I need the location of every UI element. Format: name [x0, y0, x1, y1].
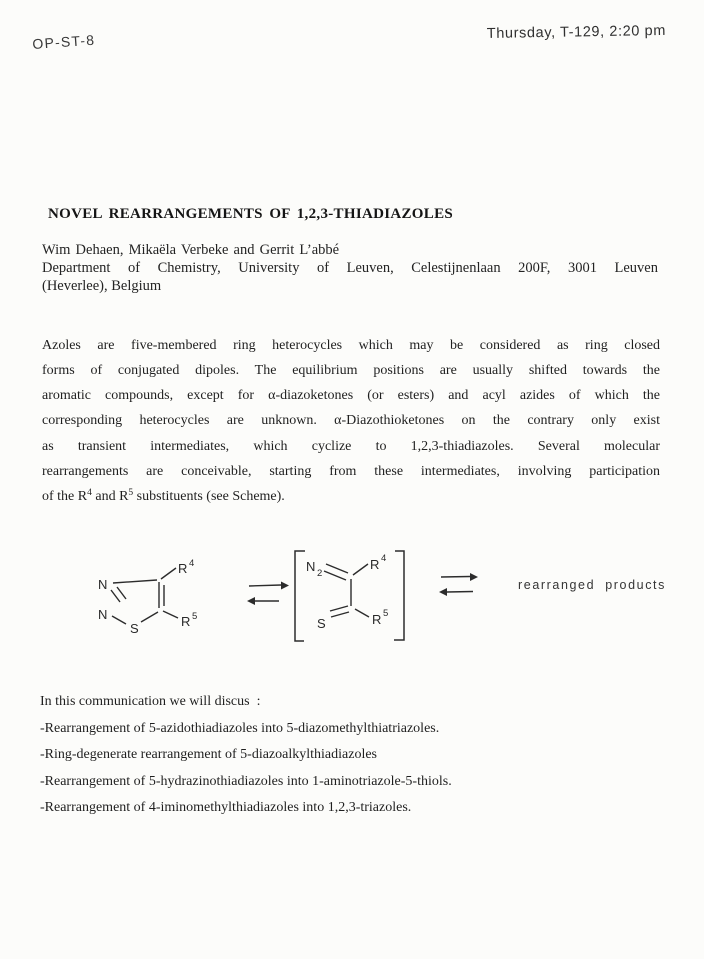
affiliation-line-1: Department of Chemistry, University of Leuven, Celestijnenlaan 200F, 3001 Leuven	[42, 260, 658, 276]
session-code: OP-ST-8	[31, 31, 96, 52]
equilibrium-arrows-right	[439, 573, 478, 596]
substituent-r5: R	[181, 614, 191, 629]
atom-s: S	[130, 621, 139, 636]
atom-n-bottom: N	[98, 607, 108, 622]
thiadiazole-structure	[111, 568, 178, 624]
abstract-text: of the R	[42, 489, 88, 504]
reaction-scheme	[0, 540, 704, 655]
abstract-line: forms of conjugated dipoles. The equilibrium positions are usually shifted towards the	[42, 363, 660, 378]
rearranged-products-label: rearranged products	[518, 578, 666, 592]
abstract-line: as transient intermediates, which cyclize to 1,2,3-thiadiazoles. Several molecular	[42, 439, 660, 454]
abstract-line-last	[42, 489, 660, 505]
atom-n2: N	[306, 559, 316, 574]
atom-n2-sub: 2	[317, 568, 323, 579]
substituent-r4-open: R	[370, 557, 380, 572]
equilibrium-arrows-left	[247, 582, 289, 606]
superscript-4: 4	[87, 488, 92, 498]
atom-n-top: N	[98, 577, 108, 592]
substituent-r5-open-sup: 5	[383, 608, 389, 619]
session-schedule: Thursday, T-129, 2:20 pm	[486, 22, 667, 42]
substituent-r4: R	[178, 561, 188, 576]
superscript-5: 5	[128, 488, 134, 498]
intermediate-structure	[324, 564, 369, 617]
substituent-r4-open-sup: 4	[381, 553, 387, 564]
discussion-item: -Rearrangement of 5-azidothiadiazoles into 5-diazomethylthiatriazoles.	[40, 721, 440, 736]
discussion-intro: In this communication we will discus :	[40, 694, 261, 709]
intermediate-atom-labels	[306, 553, 388, 631]
thiadiazole-atom-labels	[98, 558, 197, 636]
abstract-line: aromatic compounds, except for α-diazoketones (or esters) and acyl azides of which the	[42, 388, 660, 403]
abstract-text: substituents (see Scheme).	[133, 489, 285, 504]
substituent-r5-open: R	[372, 612, 382, 627]
discussion-item: -Rearrangement of 5-hydrazinothiadiazoles into 1-aminotriazole-5-thiols.	[40, 774, 452, 789]
affiliation-line-2: (Heverlee), Belgium	[42, 278, 162, 294]
discussion-item: -Ring-degenerate rearrangement of 5-diazoalkylthiadiazoles	[40, 747, 378, 762]
abstract-line: Azoles are five-membered ring heterocycles which may be considered as ring closed	[42, 338, 660, 353]
atom-s-open: S	[317, 616, 326, 631]
authors-line: Wim Dehaen, Mikaëla Verbeke and Gerrit L’abbé	[42, 242, 340, 258]
substituent-r5-sup: 5	[192, 611, 198, 622]
abstract-line: corresponding heterocycles are unknown. α-Diazothioketones on the contrary only exist	[42, 413, 660, 428]
discussion-item: -Rearrangement of 4-iminomethylthiadiazoles into 1,2,3-triazoles.	[40, 800, 412, 815]
paper-title: NOVEL REARRANGEMENTS OF 1,2,3-THIADIAZOLES	[48, 206, 454, 222]
abstract-line: rearrangements are conceivable, starting from these intermediates, involving participation	[42, 464, 660, 479]
abstract-text: and R	[91, 489, 129, 504]
substituent-r4-sup: 4	[189, 558, 195, 569]
